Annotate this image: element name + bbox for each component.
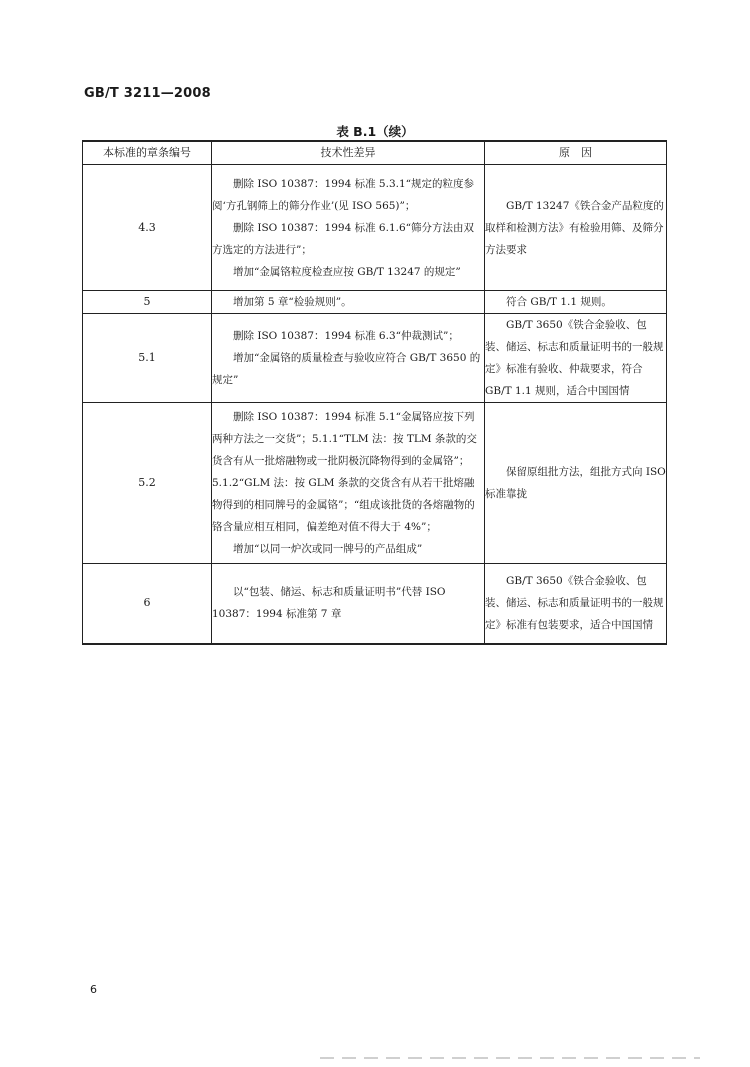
column-header-difference: 技术性差异 (212, 141, 485, 165)
difference-line: 增加“金属铬粒度检查应按 GB/T 13247 的规定” (233, 265, 461, 278)
table-caption: 表 B.1（续） (336, 124, 414, 139)
table-row (83, 314, 667, 403)
reason-text: 保留原组批方法，组批方式向 ISO 标准靠拢 (485, 466, 666, 500)
scan-artifact-line (320, 1057, 700, 1059)
difference-cell (212, 165, 485, 291)
differences-table (82, 140, 667, 645)
difference-line: 以“包装、储运、标志和质量证明书”代替 ISO 10387：1994 标准第 7 章 (212, 586, 446, 621)
reason-cell (485, 314, 667, 403)
reason-cell (485, 564, 667, 644)
reason-text: GB/T 3650《铁合金验收、包装、储运、标志和质量证明书的一般规定》标准有验收、仲裁要求，符合 GB/T 1.1 规则，适合中国国情 (485, 319, 664, 397)
clause-number: 5.2 (83, 403, 212, 564)
difference-cell (212, 564, 485, 644)
reason-cell (485, 165, 667, 291)
reason-cell (485, 291, 667, 314)
difference-cell (212, 291, 485, 314)
table-row (83, 564, 667, 644)
clause-number: 6 (83, 564, 212, 644)
difference-line: 删除 ISO 10387：1994 标准 6.3“仲裁测试”； (233, 330, 459, 342)
table-header-row (83, 141, 667, 165)
column-header-reason: 原 因 (485, 141, 667, 165)
standard-number: GB/T 3211—2008 (84, 86, 211, 101)
difference-line: 删除 ISO 10387：1994 标准 5.1“金属铬应按下列两种方法之一交货”；5.1.1“TLM 法：按 TLM 条款的交货含有从一批熔融物或一批阴极沉降物得到的金属铬”；5.1.2“GLM 法：按 GLM 条款的交货含有从若干批熔融物得到的相同牌号的金属铬”；“组成该批货的各熔融物的铬含量应相互相同，偏差绝对值不得大于 4%”； (212, 411, 477, 533)
difference-line: 增加“金属铬的质量检查与验收应符合 GB/T 3650 的规定” (212, 352, 481, 386)
clause-number: 5 (83, 291, 212, 314)
table-row (83, 403, 667, 564)
difference-line: 删除 ISO 10387：1994 标准 6.1.6“筛分方法由双方选定的方法进行”； (212, 221, 475, 256)
reason-text: GB/T 3650《铁合金验收、包装、储运、标志和质量证明书的一般规定》标准有包装要求，适合中国国情 (485, 575, 664, 632)
reason-text: 符合 GB/T 1.1 规则。 (506, 296, 612, 308)
difference-line: 增加第 5 章“检验规则”。 (233, 296, 352, 308)
reason-text: GB/T 13247《铁合金产品粒度的取样和检测方法》有检验用筛、及筛分方法要求 (485, 199, 664, 256)
table-row (83, 291, 667, 314)
column-header-clause: 本标准的章条编号 (83, 141, 212, 165)
page-number: 6 (90, 983, 97, 996)
clause-number: 4.3 (83, 165, 212, 291)
difference-cell (212, 314, 485, 403)
difference-line: 删除 ISO 10387：1994 标准 5.3.1“规定的粒度参阅‘方孔钢筛上的筛分作业’(见 ISO 565)”； (212, 177, 475, 212)
difference-line: 增加“以同一炉次或同一牌号的产品组成” (233, 543, 423, 555)
difference-cell (212, 403, 485, 564)
reason-cell (485, 403, 667, 564)
clause-number: 5.1 (83, 314, 212, 403)
table-row (83, 165, 667, 291)
